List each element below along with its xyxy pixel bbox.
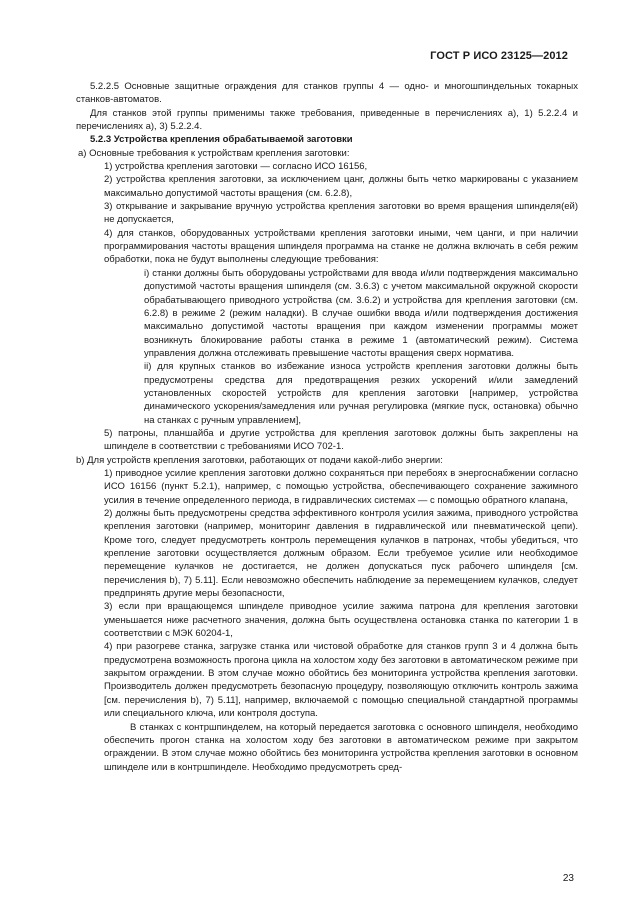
section-heading-5-2-3: 5.2.3 Устройства крепления обрабатываемой заготовки bbox=[90, 134, 353, 146]
paragraph-group-requirements: Для станков этой группы применимы также требования, приведенные в перечислениях а), 1) 5.2.2.4 и перечислениях а), 3) 5.2.2.4. bbox=[76, 107, 578, 133]
list-item-a: a) Основные требования к устройствам крепления заготовки: bbox=[78, 147, 350, 159]
page-number: 23 bbox=[562, 873, 574, 884]
list-item-a1: 1) устройства крепления заготовки — согласно ИСО 16156, bbox=[104, 161, 368, 173]
list-item-a4-i: i) станки должны быть оборудованы устройствами для ввода и/или подтверждения максимально допустимой частоты вращения шпинделя (см. 3.6.3) с учетом максимальной окружной скорости обрабатывающего приводного устройства (см. 3.6.2) и устройства для крепления заготовки (см. 6.2.8) в режиме 2 (режим наладки). В случае ошибки ввода и/или подтверждения достижения максимально допустимой частоты вращения при каждом изменении программы может возникнуть блокирование работы станка в режиме 1 (автоматический режим). Система управления должна отслеживать превышение частоты вращения сверх норматива. bbox=[144, 267, 578, 359]
paragraph-counter-spindle: В станках с контршпинделем, на который передается заготовка с основного шпинделя, необходимо обеспечить прогон станка на холостом ходу без заготовки в автоматическом режиме при закрытом ограждении. В этом случае можно обойтись без мониторинга устройства крепления заготовки в основном шпинделе или в контршпинделе. Необходимо предусмотреть сред- bbox=[104, 721, 578, 773]
list-item-b2: 2) должны быть предусмотрены средства эффективного контроля усилия зажима, приводного устройства крепления заготовки (например, мониторинг давления в гидравлической или пневматической цепи). Кроме того, следует предусмотреть контроль перемещения кулачков в патронах, чтобы убедиться, что крепление заготовки осуществляется должным образом. Если требуемое усилие или необходимое перемещение кулачков не достигается, не должен допускаться пуск рабочего шпинделя [см. перечисления b), 7) 5.11]. Если невозможно обеспечить наблюдение за перемещением кулачков, следует предпринять другие меры безопасности, bbox=[104, 508, 578, 600]
list-item-a4: 4) для станков, оборудованных устройствами крепления заготовки иными, чем цанги, и при наличии программирования частоты вращения шпинделя программа на станке не должна включать в себя режим обработки, пока не будут выполнены следующие требования: bbox=[104, 227, 578, 266]
clause-5-2-2-5: 5.2.2.5 Основные защитные ограждения для станков группы 4 — одно- и многошпиндельных токарных станков-автоматов. bbox=[76, 81, 578, 106]
document-body bbox=[76, 80, 578, 774]
list-item-a3: 3) открывание и закрывание вручную устройства крепления заготовки во время вращения шпинделя(ей) не допускается, bbox=[104, 201, 578, 226]
list-item-a5: 5) патроны, планшайба и другие устройства для крепления заготовок должны быть закреплены на шпинделе в соответствии с требованиями ИСО 702-1. bbox=[104, 427, 578, 453]
list-item-b4: 4) при разогреве станка, загрузке станка или чистовой обработке для станков групп 3 и 4 должна быть предусмотрена возможность прогона цикла на холостом ходу без заготовки в автоматическом режиме при закрытом ограждении. В этом случае можно обойтись без мониторинга устройства крепления заготовки. Производитель должен предусмотреть безопасную процедуру, позволяющую отключить контроль зажима [см. перечисления b), 7) 5.11], например, включаемой с помощью специальной стандартной программы или специального ключа, или контроля доступа. bbox=[104, 641, 578, 720]
list-item-a4-ii: ii) для крупных станков во избежание износа устройств крепления заготовки должны быть предусмотрены средства для предотвращения резких ускорений и/или замедлений установленных скоростей устройств для крепления заготовки [например, устройства динамического ускорения/замедления или ручная регулировка (мягкие пуск, остановка) обычно на станках с ручным управлением], bbox=[144, 361, 578, 426]
list-item-b1: 1) приводное усилие крепления заготовки должно сохраняться при перебоях в энергоснабжении согласно ИСО 16156 (пункт 5.2.1), например, с помощью устройства, обеспечивающего сохранение зажимного усилия в течение определенного периода, в гидравлических системах — с помощью обратного клапана, bbox=[104, 467, 578, 506]
standard-header: ГОСТ Р ИСО 23125—2012 bbox=[430, 50, 568, 62]
list-item-b3: 3) если при вращающемся шпинделе приводное усилие зажима патрона для крепления заготовки уменьшается ниже расчетного значения, должна быть осуществлена остановка станка по категории 1 в соответствии с МЭК 60204-1, bbox=[104, 601, 578, 640]
list-item-a2: 2) устройства крепления заготовки, за исключением цанг, должны быть четко маркированы с указанием максимально допустимой частоты вращения (см. 6.2.8), bbox=[104, 174, 578, 199]
list-item-b: b) Для устройств крепления заготовки, работающих от подачи какой-либо энергии: bbox=[76, 454, 443, 466]
